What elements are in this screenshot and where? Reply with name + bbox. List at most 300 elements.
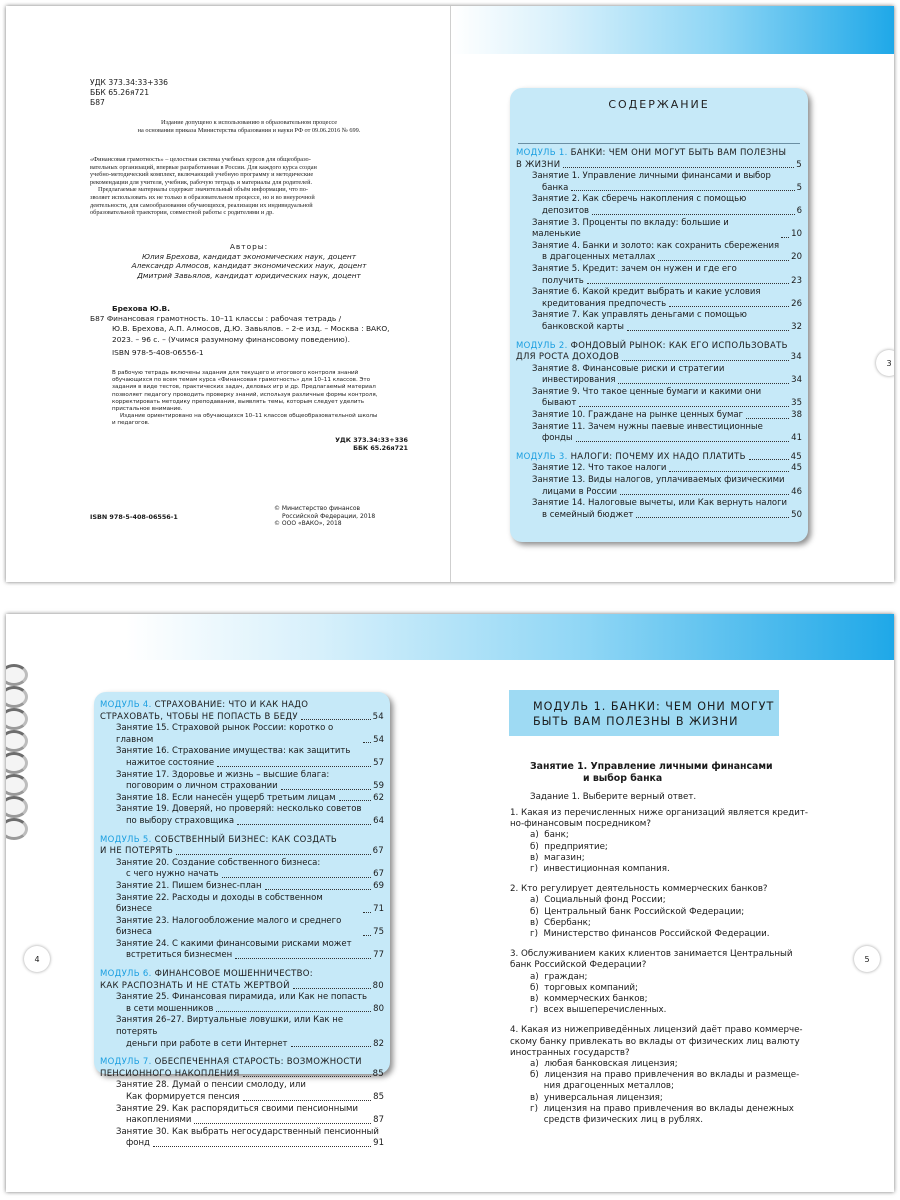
toc-leader-dots xyxy=(749,459,789,460)
toc-page-number: 64 xyxy=(373,815,384,826)
toc-page-number: 34 xyxy=(791,375,802,386)
toc-entry-title: в семейный бюджет xyxy=(542,509,634,520)
toc-lesson-row xyxy=(100,781,384,793)
answer-option: б) предприятие; xyxy=(530,841,608,852)
section-gap xyxy=(516,334,802,341)
toc-entry-title: Занятие 22. Расходы и доходы в собственном бизнесе xyxy=(116,892,323,915)
toc-lesson-row xyxy=(516,171,802,183)
toc-entry-text xyxy=(116,893,360,916)
toc-entry-title: деньги при работе в сети Интернет xyxy=(126,1038,288,1049)
toc-lesson-row xyxy=(100,1004,384,1016)
toc-entry-text xyxy=(116,881,262,893)
lesson-title-line: Занятие 1. Управление личными финансами xyxy=(530,761,773,772)
toc-module-label: МОДУЛЬ 5. xyxy=(100,834,155,845)
contents-title: СОДЕРЖАНИЕ xyxy=(608,98,710,111)
toc-entry-text xyxy=(116,992,367,1004)
toc-lesson-row xyxy=(516,206,802,218)
contents-list xyxy=(94,692,390,1150)
questions-list xyxy=(510,808,850,1135)
description xyxy=(112,370,410,428)
udk-code: УДК 373.34:33+336 xyxy=(90,78,169,87)
toc-lesson-row xyxy=(516,299,802,311)
toc-lesson-row xyxy=(100,793,384,805)
toc-entry-title: КАК РАСПОЗНАТЬ И НЕ СТАТЬ ЖЕРТВОЙ xyxy=(100,980,290,991)
toc-entry-text xyxy=(532,387,761,399)
binder-ring-icon xyxy=(6,686,28,708)
toc-leader-dots xyxy=(658,260,789,261)
answer-option: в) коммерческих банков; xyxy=(530,994,648,1005)
toc-entry-text xyxy=(532,194,746,206)
toc-leader-dots xyxy=(363,742,371,743)
toc-entry-title: Занятие 25. Финансовая пирамида, или Как не попасть xyxy=(116,992,368,1003)
binder-ring-icon xyxy=(6,818,28,840)
toc-module-row xyxy=(516,160,802,172)
toc-leader-dots xyxy=(243,1100,372,1101)
description-line: позволяет педагогу проводить проверку знаний, используя различные формы контроля, xyxy=(112,391,378,398)
toc-entry-text xyxy=(116,939,352,951)
toc-entry-title: в сети мошенников xyxy=(126,1003,214,1014)
toc-lesson-row xyxy=(516,410,802,422)
toc-entry-title: Занятие 3. Проценты по вкладу: большие и маленькие xyxy=(532,217,729,240)
bbk-bottom: ББК 65.26я721 xyxy=(353,444,408,452)
toc-entry-text xyxy=(116,1104,358,1116)
toc-lesson-row xyxy=(100,992,384,1004)
toc-module-row xyxy=(516,452,802,464)
toc-lesson-row xyxy=(100,770,384,782)
toc-entry-title: Занятия 26–27. Виртуальные ловушки, или Как не потерять xyxy=(116,1015,344,1038)
toc-entry-text xyxy=(116,916,360,939)
answer-option: в) магазин; xyxy=(530,852,585,863)
toc-module-row xyxy=(100,700,384,712)
toc-entry-title: Занятие 7. Как управлять деньгами с помощью xyxy=(532,310,747,321)
toc-page-number: 80 xyxy=(372,980,384,991)
toc-lesson-row xyxy=(516,364,802,376)
toc-page-number: 5 xyxy=(796,182,802,193)
toc-entry-title: Занятие 29. Как распорядиться своими пенсионными xyxy=(116,1103,358,1114)
toc-module-label: МОДУЛЬ 6. xyxy=(100,969,155,980)
toc-entry-text xyxy=(542,375,615,387)
toc-leader-dots xyxy=(576,441,790,442)
toc-entry-text xyxy=(542,252,655,264)
toc-entry-text xyxy=(542,398,576,410)
udk-bottom: УДК 373.34:33+336 xyxy=(335,436,408,444)
toc-entry-title: Занятие 11. Зачем нужны паевые инвестиционные xyxy=(532,421,763,432)
toc-leader-dots xyxy=(291,1046,372,1047)
toc-entry-title: Занятие 1. Управление личными финансами и выбор xyxy=(532,171,771,182)
toc-entry-title: поговорим о личном страховании xyxy=(126,781,278,792)
toc-entry-title: Занятие 8. Финансовые риски и стратегии xyxy=(532,363,725,374)
toc-entry-text xyxy=(516,352,619,364)
toc-lesson-row xyxy=(516,475,802,487)
toc-entry-title: В ЖИЗНИ xyxy=(516,159,561,170)
toc-module-row xyxy=(516,148,802,160)
description-line: обучающихся по всем темам курса «Финансовая грамотность» для 10–11 классов. Это xyxy=(112,377,371,384)
codes-bottom xyxy=(316,436,408,452)
annotation-line: Предлагаемые материалы содержат значительный объём информации, что по- xyxy=(98,186,308,194)
copyright-line: Российской Федерации, 2018 xyxy=(282,512,376,520)
toc-leader-dots xyxy=(592,214,795,215)
annotation-line: «Финансовая грамотность» – целостная система учебных курсов для общеобразо- xyxy=(90,156,311,163)
toc-leader-dots xyxy=(222,877,372,878)
answer-option: ния драгоценных металлов; xyxy=(530,1081,674,1092)
toc-lesson-row xyxy=(516,241,802,253)
toc-lesson-row xyxy=(516,422,802,434)
header-gradient-band xyxy=(126,614,894,660)
toc-entry-title: бывают xyxy=(542,398,577,409)
toc-entry-title: в драгоценных металлах xyxy=(542,252,656,263)
toc-lesson-row xyxy=(100,1127,384,1139)
toc-page-number: 87 xyxy=(373,1115,384,1126)
toc-lesson-row xyxy=(100,1115,384,1127)
module-header xyxy=(509,690,779,736)
toc-entry-title: Занятие 14. Налоговые вычеты, или Как вернуть налоги xyxy=(532,498,788,509)
toc-leader-dots xyxy=(339,800,372,801)
toc-entry-title: Занятие 12. Что такое налоги xyxy=(532,463,667,474)
toc-entry-text xyxy=(542,487,617,499)
bibliographic-record xyxy=(90,304,410,358)
toc-page-number: 35 xyxy=(791,398,802,409)
toc-entry-title: банка xyxy=(542,182,569,193)
annotation-line: вательных организаций, впервые разработанная в России. Для каждого курса создан xyxy=(90,163,317,171)
toc-lesson-row xyxy=(100,816,384,828)
toc-entry-text xyxy=(116,770,329,782)
toc-leader-dots xyxy=(746,418,789,419)
answer-option: а) любая банковская лицензия; xyxy=(530,1059,678,1070)
question-text: 1. Какая из перечисленных ниже организаций является кредит- xyxy=(510,808,809,818)
toc-lesson-row xyxy=(516,322,802,334)
table-of-contents-box xyxy=(94,692,390,1149)
toc-entry-text xyxy=(126,758,214,770)
annotation-line: зволяет использовать их не только в образовательном процессе, но и во внеурочной xyxy=(90,193,315,201)
toc-leader-dots xyxy=(217,766,371,767)
answer-option: б) торговых компаний; xyxy=(530,982,638,993)
toc-lesson-row xyxy=(100,1015,384,1038)
description-line: и педагогов. xyxy=(112,420,150,427)
toc-page-number: 20 xyxy=(791,252,802,263)
toc-page-number: 45 xyxy=(791,463,802,474)
task-title: Задание 1. Выберите верный ответ. xyxy=(530,792,697,802)
toc-entry-text xyxy=(542,299,666,311)
toc-entry-text xyxy=(126,1004,213,1016)
toc-page-number: 50 xyxy=(791,509,802,520)
authors-title: Авторы: xyxy=(229,242,269,251)
toc-leader-dots xyxy=(363,935,371,936)
toc-leader-dots xyxy=(563,167,794,168)
toc-lesson-row xyxy=(100,893,384,916)
page-number: 3 xyxy=(876,350,894,376)
toc-leader-dots xyxy=(281,789,371,790)
toc-page-number: 62 xyxy=(373,792,384,803)
toc-lesson-row xyxy=(100,950,384,962)
contents-list xyxy=(510,144,808,521)
toc-module-label: МОДУЛЬ 1. xyxy=(516,148,571,158)
toc-entry-text xyxy=(542,510,633,522)
toc-entry-text xyxy=(126,950,232,962)
toc-leader-dots xyxy=(622,360,788,361)
binder-ring-icon xyxy=(6,752,28,774)
toc-entry-text xyxy=(532,498,787,510)
toc-entry-text xyxy=(542,276,584,288)
toc-entry-title: ОБЕСПЕЧЕННАЯ СТАРОСТЬ: ВОЗМОЖНОСТИ xyxy=(154,1057,362,1068)
lesson-title xyxy=(510,761,870,785)
toc-leader-dots xyxy=(235,958,371,959)
toc-leader-dots xyxy=(301,719,371,720)
answer-option: а) Социальный фонд России; xyxy=(530,895,666,906)
toc-entry-text xyxy=(532,475,785,487)
author-line: Александр Алмосов, кандидат экономических наук, доцент xyxy=(131,261,367,271)
toc-entry-title: Занятие 6. Какой кредит выбрать и какие условия xyxy=(532,287,761,298)
description-line: пристальное внимание. xyxy=(112,406,183,413)
toc-entry-text xyxy=(100,969,313,981)
description-line: В рабочую тетрадь включены задания для текущего и итогового контроля знаний xyxy=(112,370,359,376)
toc-lesson-row xyxy=(516,498,802,510)
question-item xyxy=(510,1025,850,1126)
answer-option: г) инвестиционная компания. xyxy=(530,864,670,875)
answer-option: г) лицензия на право привлечения во вклады денежных xyxy=(530,1103,794,1114)
toc-entry-title: И НЕ ПОТЕРЯТЬ xyxy=(100,846,174,857)
answer-option: а) граждан; xyxy=(530,971,588,982)
module-header-line: МОДУЛЬ 1. БАНКИ: ЧЕМ ОНИ МОГУТ xyxy=(533,700,775,713)
toc-lesson-row xyxy=(516,252,802,264)
isbn-bottom: ISBN 978-5-408-06556-1 xyxy=(90,513,178,521)
toc-page-number: 57 xyxy=(373,757,384,768)
toc-entry-title: Занятие 28. Думай о пенсии смолоду, или xyxy=(116,1080,306,1091)
toc-entry-title: Занятие 21. Пишем бизнес-план xyxy=(116,880,262,891)
toc-entry-title: Занятие 17. Здоровье и жизнь – высшие блага: xyxy=(116,769,330,780)
toc-lesson-row xyxy=(100,939,384,951)
toc-entry-title: Занятие 19. Доверяй, но проверяй: несколько советов xyxy=(116,804,362,815)
toc-entry-title: Как формируется пенсия xyxy=(126,1092,240,1102)
toc-lesson-row xyxy=(100,758,384,770)
description-line: Издание ориентировано на обучающихся 10–11 классов общеобразовательной школы xyxy=(120,413,378,420)
toc-entry-text xyxy=(100,981,290,993)
toc-leader-dots xyxy=(571,190,794,191)
copyright-line: © ООО «ВАКО», 2018 xyxy=(274,520,342,528)
toc-entry-title: БАНКИ: ЧЕМ ОНИ МОГУТ БЫТЬ ВАМ ПОЛЕЗНЫ xyxy=(570,148,787,158)
toc-entry-title: с чего нужно начать xyxy=(126,869,219,880)
toc-module-row xyxy=(100,969,384,981)
approval-line: на основании приказа Министерства образования и науки РФ от 09.06.2016 № 699. xyxy=(137,126,361,134)
toc-entry-title: лицами в России xyxy=(542,486,618,497)
toc-entry-text xyxy=(116,858,320,870)
toc-page-number: 85 xyxy=(372,1068,384,1079)
toc-leader-dots xyxy=(781,237,789,238)
toc-entry-title: Занятие 18. Если нанесён ущерб третьим лицам xyxy=(116,792,336,803)
toc-entry-text xyxy=(516,341,788,353)
toc-lesson-row xyxy=(516,183,802,195)
toc-module-row xyxy=(100,712,384,724)
toc-entry-text xyxy=(516,452,746,464)
toc-lesson-row xyxy=(100,1080,384,1092)
toc-entry-text xyxy=(532,422,763,434)
toc-entry-title: НАЛОГИ: ПОЧЕМУ ИХ НАДО ПЛАТИТЬ xyxy=(570,451,746,462)
toc-lesson-row xyxy=(516,487,802,499)
toc-lesson-row xyxy=(516,375,802,387)
question-text: банк Российской Федерации? xyxy=(510,960,647,971)
toc-entry-text xyxy=(100,846,173,858)
toc-entry-text xyxy=(542,206,589,218)
toc-module-label: МОДУЛЬ 4. xyxy=(100,700,155,710)
copyright-line: © Министерство финансов xyxy=(274,505,361,512)
toc-leader-dots xyxy=(587,283,789,284)
page-number: 5 xyxy=(854,946,880,972)
binder-ring-icon xyxy=(6,796,28,818)
toc-entry-title: банковской карты xyxy=(542,321,624,332)
question-text: иностранных государств? xyxy=(510,1047,630,1058)
toc-entry-text xyxy=(532,410,743,422)
toc-entry-text xyxy=(126,1138,150,1150)
toc-module-label: МОДУЛЬ 3. xyxy=(516,451,571,462)
binder-ring-icon xyxy=(6,664,28,686)
toc-lesson-row xyxy=(100,858,384,870)
toc-lesson-row xyxy=(100,746,384,758)
toc-entry-title: СТРАХОВАНИЕ: ЧТО И КАК НАДО xyxy=(154,700,309,710)
biblio-author: Брехова Ю.В. xyxy=(112,304,170,313)
toc-entry-text xyxy=(100,1069,240,1081)
toc-page-number: 67 xyxy=(373,869,384,880)
approval-note xyxy=(90,119,408,134)
toc-leader-dots xyxy=(265,889,372,890)
classification-codes xyxy=(90,78,168,108)
toc-entry-text xyxy=(100,712,298,724)
toc-page-number: 69 xyxy=(373,880,384,891)
toc-lesson-row xyxy=(516,387,802,399)
toc-entry-title: ПЕНСИОННОГО НАКОПЛЕНИЯ xyxy=(100,1068,240,1079)
toc-entry-title: получить xyxy=(542,275,584,286)
toc-lesson-row xyxy=(516,264,802,276)
toc-lesson-row xyxy=(100,804,384,816)
toc-entry-title: Занятие 30. Как выбрать негосударственный пенсионный xyxy=(116,1126,379,1137)
annotation xyxy=(90,156,408,217)
toc-entry-text xyxy=(126,1092,240,1104)
toc-page-number: 85 xyxy=(373,1092,384,1102)
toc-module-row xyxy=(100,981,384,993)
page-number: 4 xyxy=(24,946,50,972)
toc-lesson-row xyxy=(100,869,384,881)
toc-entry-title: Занятие 4. Банки и золото: как сохранить сбережения xyxy=(532,240,780,251)
toc-entry-title: Занятие 10. Граждане на рынке ценных бумаг xyxy=(532,410,744,421)
toc-module-row xyxy=(100,1069,384,1081)
toc-lesson-row xyxy=(100,723,384,746)
toc-entry-title: СТРАХОВАТЬ, ЧТОБЫ НЕ ПОПАСТЬ В БЕДУ xyxy=(100,711,298,722)
toc-leader-dots xyxy=(293,988,371,989)
toc-entry-title: Занятие 13. Виды налогов, уплачиваемых физическими xyxy=(532,475,785,486)
answer-option: в) Сбербанк; xyxy=(530,917,591,928)
toc-page-number: 41 xyxy=(791,433,802,444)
biblio-line: Ю.В. Брехова, А.П. Алмосов, Д.Ю. Завьялов. – 2-е изд. – Москва : ВАКО, xyxy=(112,324,390,334)
toc-entry-text xyxy=(532,287,761,299)
answer-option: в) универсальная лицензия; xyxy=(530,1092,663,1103)
toc-entry-text xyxy=(532,264,737,276)
toc-entry-text xyxy=(116,1127,379,1139)
toc-entry-title: накоплениями xyxy=(126,1115,192,1126)
toc-entry-title: Занятие 20. Создание собственного бизнеса: xyxy=(116,857,321,868)
toc-entry-text xyxy=(116,746,350,758)
header-gradient-band xyxy=(452,6,894,54)
toc-entry-text xyxy=(100,700,308,712)
toc-module-row xyxy=(516,352,802,364)
toc-leader-dots xyxy=(216,1011,371,1012)
toc-leader-dots xyxy=(176,854,370,855)
toc-entry-text xyxy=(100,835,337,847)
section-gap xyxy=(100,828,384,835)
toc-entry-text xyxy=(516,148,786,160)
approval-line: Издание допущено к использованию в образовательном процессе xyxy=(160,119,338,126)
question-item xyxy=(510,808,850,875)
toc-page-number: 91 xyxy=(373,1138,384,1149)
toc-leader-dots xyxy=(363,912,371,913)
question-text: но-финансовым посредником? xyxy=(510,819,651,830)
question-text: скому банку привлекать во вклады от физических лиц валюту xyxy=(510,1036,800,1047)
toc-entry-text xyxy=(116,1015,384,1038)
toc-entry-text xyxy=(532,364,724,376)
description-line: задания в виде тестов, практических задач, деловых игр и др. Предлагаемый материал xyxy=(112,384,376,391)
answer-option: б) лицензия на право привлечения во вклады и размеще- xyxy=(530,1070,800,1081)
toc-entry-title: ФОНДОВЫЙ РЫНОК: КАК ЕГО ИСПОЛЬЗОВАТЬ xyxy=(570,340,788,351)
toc-page-number: 23 xyxy=(791,275,802,286)
toc-entry-title: СОБСТВЕННЫЙ БИЗНЕС: КАК СОЗДАТЬ xyxy=(154,834,338,845)
annotation-line: деятельности, для самообразования обучающихся, реализации их индивидуальной xyxy=(90,201,313,209)
biblio-line: 2023. – 96 с. – (Учимся разумному финансовому поведению). xyxy=(112,334,350,344)
toc-entry-title: инвестирования xyxy=(542,375,616,386)
section-gap xyxy=(516,445,802,452)
toc-entry-text xyxy=(126,816,234,828)
toc-entry-text xyxy=(542,183,568,195)
answer-option: б) Центральный банк Российской Федерации; xyxy=(530,906,745,917)
binder-ring-icon xyxy=(6,730,28,752)
toc-entry-title: депозитов xyxy=(542,205,590,216)
toc-entry-text xyxy=(542,433,573,445)
toc-lesson-row xyxy=(100,1039,384,1051)
question-item xyxy=(510,884,850,940)
toc-entry-title: Занятие 9. Что такое ценные бумаги и какими они xyxy=(532,386,762,397)
toc-lesson-row xyxy=(100,1092,384,1104)
toc-lesson-row xyxy=(516,398,802,410)
toc-page-number: 38 xyxy=(791,410,802,421)
toc-entry-text xyxy=(116,723,360,746)
module-header-line: БЫТЬ ВАМ ПОЛЕЗНЫ В ЖИЗНИ xyxy=(533,715,739,728)
toc-entry-text xyxy=(126,869,219,881)
toc-entry-title: Занятие 5. Кредит: зачем он нужен и где его xyxy=(532,263,737,274)
toc-lesson-row xyxy=(516,194,802,206)
toc-entry-title: Занятие 23. Налогообложение малого и среднего бизнеса xyxy=(116,915,342,938)
question-text: 3. Обслуживанием каких клиентов занимается Центральный xyxy=(510,949,793,960)
toc-entry-text xyxy=(532,171,771,183)
answer-option: средств физических лиц в рублях. xyxy=(530,1115,704,1126)
author-line: Дмитрий Завьялов, кандидат юридических наук, доцент xyxy=(137,270,361,280)
toc-page-number: 46 xyxy=(791,486,802,497)
toc-entry-text xyxy=(532,463,666,475)
toc-lesson-row xyxy=(516,218,802,241)
toc-entry-title: ФИНАНСОВОЕ МОШЕННИЧЕСТВО: xyxy=(154,969,313,980)
annotation-line: образовательной траектории, совместной работы с родителями и др. xyxy=(90,209,274,217)
toc-entry-title: нажитое состояние xyxy=(126,757,215,768)
toc-leader-dots xyxy=(618,383,789,384)
toc-leader-dots xyxy=(579,406,789,407)
isbn-line: ISBN 978-5-408-06556-1 xyxy=(112,347,204,357)
toc-page-number: 75 xyxy=(373,927,384,938)
toc-module-row xyxy=(100,846,384,858)
toc-module-row xyxy=(100,1057,384,1069)
toc-entry-title: ДЛЯ РОСТА ДОХОДОВ xyxy=(516,352,620,363)
section-gap xyxy=(100,1050,384,1057)
toc-lesson-row xyxy=(100,1104,384,1116)
toc-leader-dots xyxy=(243,1076,371,1077)
toc-entry-title: по выбору страховщика xyxy=(126,815,235,826)
toc-lesson-row xyxy=(516,463,802,475)
toc-page-number: 54 xyxy=(372,711,384,722)
toc-module-row xyxy=(516,341,802,353)
